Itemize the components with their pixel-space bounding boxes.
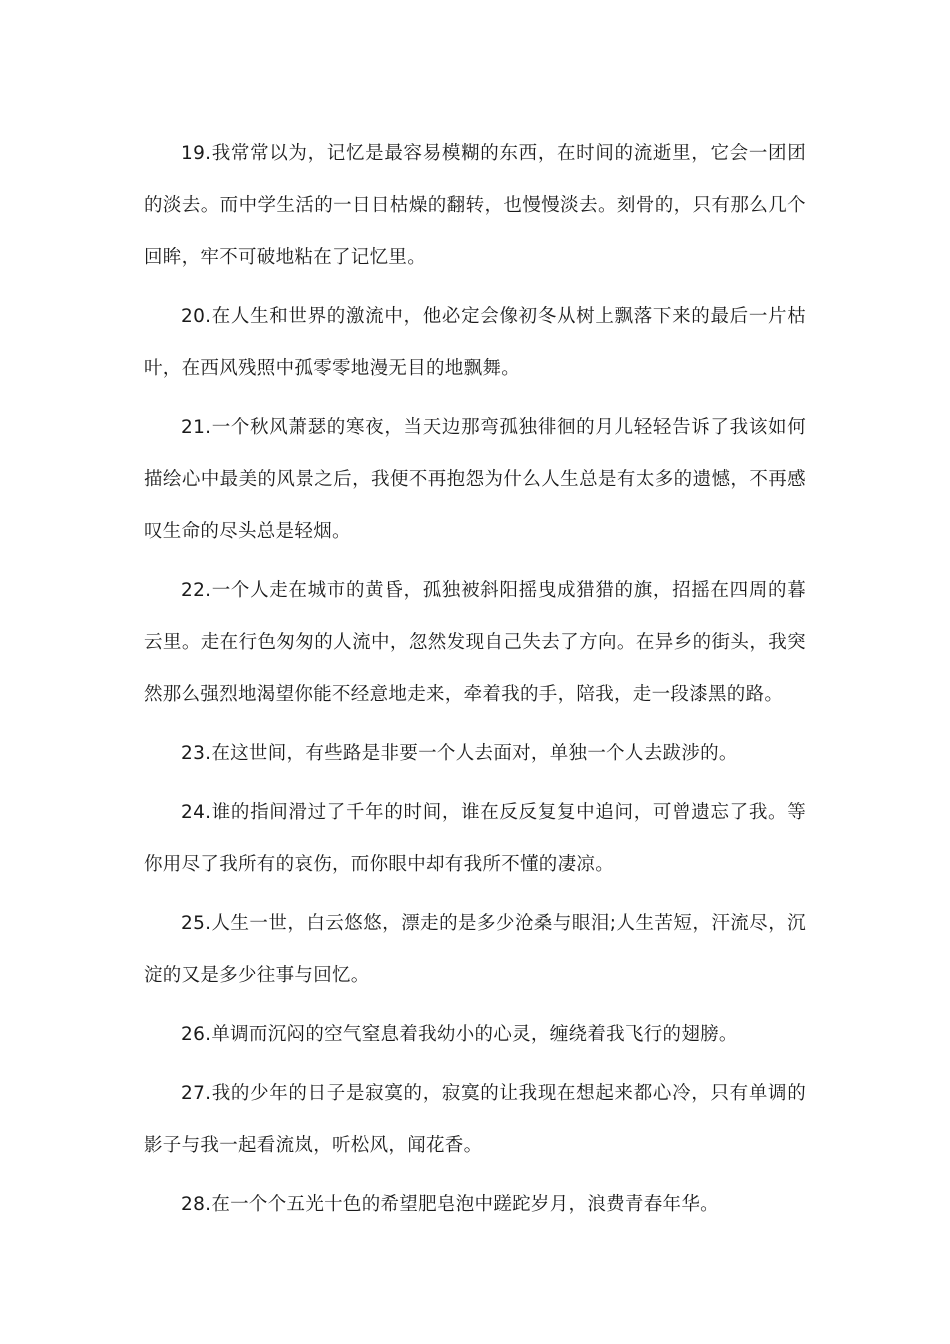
document-body: [144, 128, 806, 1238]
paragraph-23: 23.在这世间，有些路是非要一个人去面对，单独一个人去跋涉的。: [181, 743, 738, 764]
paragraph-24: 24.谁的指间滑过了千年的时间，谁在反反复复中追问，可曾遗忘了我。等你用尽了我所有的哀伤，而你眼中却有我所不懂的凄凉。: [144, 802, 806, 875]
paragraph-20: 20.在人生和世界的激流中，他必定会像初冬从树上飘落下来的最后一片枯叶，在西风残照中孤零零地漫无目的地飘舞。: [144, 306, 806, 379]
paragraph-25: 25.人生一世，白云悠悠，漂走的是多少沧桑与眼泪;人生苦短，汗流尽，沉淀的又是多少往事与回忆。: [144, 913, 806, 986]
paragraph-27: 27.我的少年的日子是寂寞的，寂寞的让我现在想起来都心冷，只有单调的影子与我一起看流岚，听松风，闻花香。: [144, 1083, 806, 1156]
paragraph-21: 21.一个秋风萧瑟的寒夜，当天边那弯孤独徘徊的月儿轻轻告诉了我该如何描绘心中最美的风景之后，我便不再抱怨为什么人生总是有太多的遗憾，不再感叹生命的尽头总是轻烟。: [144, 417, 806, 542]
paragraph-22: 22.一个人走在城市的黄昏，孤独被斜阳摇曳成猎猎的旗，招摇在四周的暮云里。走在行色匆匆的人流中，忽然发现自己失去了方向。在异乡的街头，我突然那么强烈地渴望你能不经意地走来，牵着我的手，陪我，走一段漆黑的路。: [144, 580, 806, 705]
paragraph-19: 19.我常常以为，记忆是最容易模糊的东西，在时间的流逝里，它会一团团的淡去。而中学生活的一日日枯燥的翻转，也慢慢淡去。刻骨的，只有那么几个回眸，牢不可破地粘在了记忆里。: [144, 143, 806, 268]
paragraph-28: 28.在一个个五光十色的希望肥皂泡中蹉跎岁月，浪费青春年华。: [181, 1194, 719, 1215]
paragraph-26: 26.单调而沉闷的空气窒息着我幼小的心灵，缠绕着我飞行的翅膀。: [181, 1024, 738, 1045]
